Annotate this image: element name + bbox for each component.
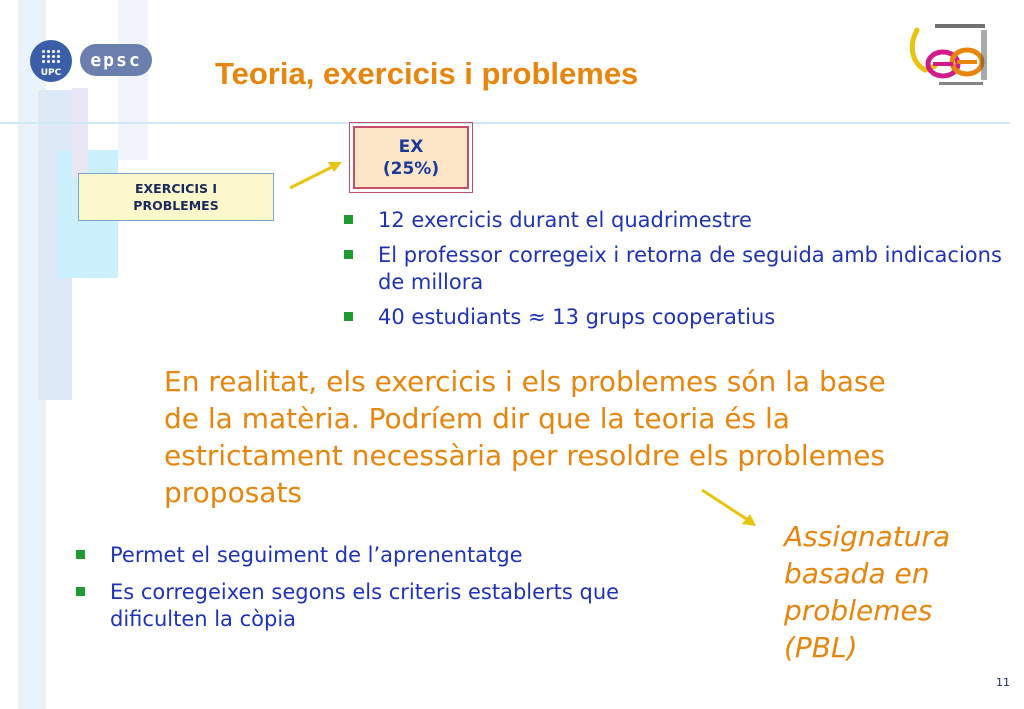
- list-item: [344, 304, 1024, 331]
- top-bullet-list: [344, 207, 1024, 339]
- bullet-square-icon: [344, 312, 353, 321]
- pbl-note-line2: basada en: [784, 557, 930, 590]
- bullet-text: El professor corregeix i retorna de seguida amb indicacions de millora: [378, 243, 1002, 294]
- bullet-square-icon: [344, 215, 353, 224]
- bullet-square-icon: [76, 587, 85, 596]
- ee-logo: [905, 20, 995, 90]
- decor-band-5: [118, 0, 148, 160]
- ex-box-percent: (25%): [382, 158, 440, 179]
- arrow-to-pbl-icon: [698, 486, 762, 530]
- decor-band-4: [72, 88, 88, 178]
- bullet-text: 40 estudiants ≈ 13 grups cooperatius: [378, 305, 776, 329]
- upc-logo: [30, 40, 72, 82]
- epsc-logo: [80, 44, 152, 76]
- arrow-to-ex-icon: [286, 158, 346, 192]
- upc-logo-text: UPC: [40, 68, 62, 78]
- title-divider: [0, 122, 1010, 124]
- pbl-note: [784, 518, 984, 666]
- bottom-bullet-list: [76, 542, 690, 643]
- bullet-text: Permet el seguiment de l’aprenentatge: [110, 543, 523, 567]
- bullet-square-icon: [344, 250, 353, 259]
- epsc-logo-text: epsc: [90, 49, 142, 71]
- upc-logo-dots: [41, 49, 61, 65]
- exercicis-box-line2: PROBLEMES: [133, 198, 219, 213]
- bullet-text: 12 exercicis durant el quadrimestre: [378, 208, 752, 232]
- exercicis-box-line1: EXERCICIS I: [135, 181, 217, 196]
- bullet-text: Es corregeixen segons els criteris establerts que dificulten la còpia: [110, 580, 620, 631]
- pbl-note-line4: (PBL): [784, 631, 858, 664]
- exercicis-problemes-box: [78, 173, 274, 221]
- page-title: Teoria, exercicis i problemes: [215, 56, 639, 91]
- pbl-note-line3: problemes: [784, 594, 933, 627]
- list-item: [76, 542, 690, 569]
- page-number: 11: [996, 676, 1010, 689]
- bullet-square-icon: [76, 550, 85, 559]
- list-item: [344, 242, 1024, 296]
- pbl-note-line1: Assignatura: [784, 520, 951, 553]
- ex-box-label: EX: [398, 136, 424, 157]
- ex-weight-box: [353, 126, 469, 189]
- main-paragraph: En realitat, els exercicis i els problemes són la base de la matèria. Podríem dir que la teoria és la estrictament necessària per resoldre els problemes proposats: [164, 365, 886, 509]
- list-item: [344, 207, 1024, 234]
- list-item: [76, 579, 690, 633]
